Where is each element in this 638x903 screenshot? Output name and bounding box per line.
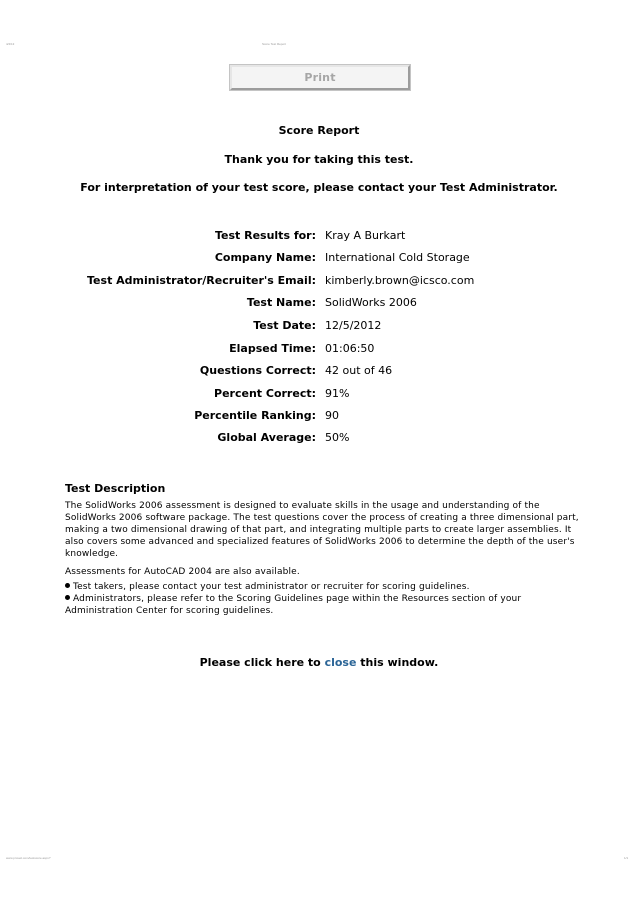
result-value: 01:06:50 <box>325 342 375 355</box>
result-row-admin-email <box>0 274 638 290</box>
result-label: Elapsed Time: <box>229 342 316 355</box>
bullet-icon <box>65 595 70 600</box>
print-page-number: 1/1 <box>624 856 629 860</box>
list-item <box>65 593 580 617</box>
result-row-percentile-ranking <box>0 409 638 425</box>
result-row-percent-correct <box>0 387 638 403</box>
result-row-test-name <box>0 296 638 312</box>
result-label: Percent Correct: <box>214 387 316 400</box>
result-label: Test Name: <box>246 296 316 309</box>
print-date-header: 4/4/13 <box>6 42 15 46</box>
result-label: Test Administrator/Recruiter's Email: <box>87 274 316 287</box>
result-value: International Cold Storage <box>325 251 470 264</box>
list-item-text: Administrators, please refer to the Scoring Guidelines page within the Resources section of your Administration Center for scoring guidelines. <box>65 594 522 616</box>
report-title: Score Report <box>278 124 360 137</box>
result-label: Company Name: <box>214 251 316 264</box>
thank-you-message: Thank you for taking this test. <box>224 153 414 166</box>
print-button[interactable]: Print <box>230 65 410 90</box>
close-link[interactable]: close <box>324 656 357 669</box>
also-available-note: Assessments for AutoCAD 2004 are also available. <box>65 567 300 577</box>
result-label: Percentile Ranking: <box>194 409 316 422</box>
result-value: SolidWorks 2006 <box>325 296 417 309</box>
result-row-questions-correct <box>0 364 638 380</box>
result-value: kimberly.brown@icsco.com <box>325 274 475 287</box>
result-value: 90 <box>325 409 339 422</box>
guideline-list <box>65 581 580 617</box>
result-label: Test Date: <box>253 319 316 332</box>
result-value: 42 out of 46 <box>325 364 393 377</box>
print-url-footer: www.proveit.com/testscore.aspx? <box>6 856 51 860</box>
result-row-global-average <box>0 431 638 447</box>
result-row-test-results-for <box>0 229 638 245</box>
result-label: Test Results for: <box>214 229 316 242</box>
print-title-header: Score Test Report <box>262 42 286 46</box>
close-prefix: Please click here to <box>199 656 321 669</box>
list-item-text: Test takers, please contact your test administrator or recruiter for scoring guidelines. <box>73 582 470 592</box>
result-label: Global Average: <box>217 431 316 444</box>
test-description-heading: Test Description <box>65 482 166 495</box>
result-row-elapsed-time <box>0 342 638 358</box>
result-value: 50% <box>325 431 350 444</box>
test-description-body: The SolidWorks 2006 assessment is designed to evaluate skills in the usage and understanding of the SolidWorks 2006 software package. The test questions cover the process of creating a three dimensional part, making a two dimensional drawing of that part, and integrating multiple parts to create larger assemblies. It also covers some advanced and specialized features of SolidWorks 2006 to determine the depth of the user's knowledge. <box>65 501 579 559</box>
close-suffix: this window. <box>360 656 439 669</box>
list-item <box>65 581 580 593</box>
result-value: 91% <box>325 387 350 400</box>
close-window-message <box>0 656 638 669</box>
result-row-test-date <box>0 319 638 335</box>
result-row-company-name <box>0 251 638 267</box>
interpretation-message: For interpretation of your test score, please contact your Test Administrator. <box>80 181 558 194</box>
result-value: 12/5/2012 <box>325 319 382 332</box>
bullet-icon <box>65 583 70 588</box>
result-label: Questions Correct: <box>199 364 316 377</box>
result-value: Kray A Burkart <box>325 229 406 242</box>
